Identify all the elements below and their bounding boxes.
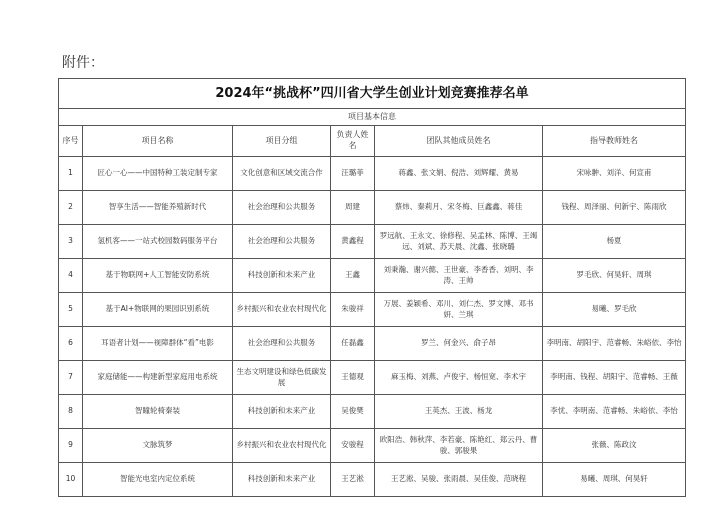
cell-leader: 王艺淞 <box>331 463 375 497</box>
cell-group: 科技创新和未来产业 <box>233 395 331 429</box>
cell-advisors: 易曦、罗毛欣 <box>543 293 686 327</box>
cell-members: 蒋鑫、张文娟、倪浩、刘辉耀、黄易 <box>375 157 543 191</box>
cell-leader: 周建 <box>331 191 375 225</box>
cell-group: 科技创新和未来产业 <box>233 463 331 497</box>
cell-group: 社会治理和公共服务 <box>233 327 331 361</box>
cell-project-name: 家庭储能——构建新型家庭用电系统 <box>83 361 233 395</box>
cell-project-name: 智能光电室内定位系统 <box>83 463 233 497</box>
header-group: 项目分组 <box>233 126 331 157</box>
cell-leader: 吴俊樊 <box>331 395 375 429</box>
cell-project-name: 智享生活——智能养殖新时代 <box>83 191 233 225</box>
cell-group: 文化创意和区域交流合作 <box>233 157 331 191</box>
cell-advisors: 李明南、钱程、胡阳宇、范睿畅、王薇 <box>543 361 686 395</box>
cell-no: 7 <box>59 361 83 395</box>
header-row <box>59 126 686 157</box>
header-no: 序号 <box>59 126 83 157</box>
recommendation-table <box>58 78 686 497</box>
cell-group: 乡村振兴和农业农村现代化 <box>233 429 331 463</box>
cell-project-name: 氢机客——一站式校园数码服务平台 <box>83 225 233 259</box>
header-leader: 负责人姓名 <box>331 126 375 157</box>
cell-members: 刘秉瀚、谢兴懿、王世豪、李香香、刘明、李涛、王帅 <box>375 259 543 293</box>
cell-leader: 王德观 <box>331 361 375 395</box>
cell-no: 8 <box>59 395 83 429</box>
cell-advisors: 宋咏翀、刘洋、何宣甫 <box>543 157 686 191</box>
cell-project-name: 耳语者计划——视障群体“看”电影 <box>83 327 233 361</box>
cell-project-name: 匠心一心——中国特种工装定制专家 <box>83 157 233 191</box>
cell-leader: 汪璐菲 <box>331 157 375 191</box>
header-project-name: 项目名称 <box>83 126 233 157</box>
table-row <box>59 429 686 463</box>
cell-advisors: 易曦、周琪、何昊轩 <box>543 463 686 497</box>
cell-no: 2 <box>59 191 83 225</box>
header-advisors: 指导教师姓名 <box>543 126 686 157</box>
header-members: 团队其他成员姓名 <box>375 126 543 157</box>
section-label: 项目基本信息 <box>59 109 686 126</box>
cell-leader: 朱骏祥 <box>331 293 375 327</box>
cell-advisors: 张薇、陈政汶 <box>543 429 686 463</box>
cell-group: 生态文明建设和绿色低碳发展 <box>233 361 331 395</box>
table-title: 2024年“挑战杯”四川省大学生创业计划竞赛推荐名单 <box>59 79 686 109</box>
cell-group: 社会治理和公共服务 <box>233 191 331 225</box>
cell-members: 欧阳浩、韩秋萍、李若豪、陈艳红、郑云丹、曹骏、郭骏果 <box>375 429 543 463</box>
table-row <box>59 327 686 361</box>
cell-advisors: 杨夏 <box>543 225 686 259</box>
cell-project-name: 智瞳轮椅秦装 <box>83 395 233 429</box>
cell-advisors: 李明南、胡阳宇、范睿畅、朱峪依、李怡 <box>543 327 686 361</box>
table-row <box>59 191 686 225</box>
table-row <box>59 225 686 259</box>
cell-project-name: 基于物联网+人工智能安防系统 <box>83 259 233 293</box>
table-row <box>59 259 686 293</box>
cell-no: 1 <box>59 157 83 191</box>
cell-leader: 任磊鑫 <box>331 327 375 361</box>
cell-advisors: 钱程、周泽丽、何新宇、陈雨欣 <box>543 191 686 225</box>
table-row <box>59 157 686 191</box>
cell-no: 9 <box>59 429 83 463</box>
cell-project-name: 基于AI+物联网的果园识别系统 <box>83 293 233 327</box>
cell-no: 3 <box>59 225 83 259</box>
cell-no: 10 <box>59 463 83 497</box>
cell-members: 万展、姜颖希、邓川、刘仁杰、罗文博、邓书妍、兰琪 <box>375 293 543 327</box>
cell-advisors: 罗毛欣、何昊轩、周琪 <box>543 259 686 293</box>
cell-members: 王艺淞、吴骏、张雨晨、吴佳俊、范晓程 <box>375 463 543 497</box>
cell-members: 罗远航、王永文、徐修程、吴孟林、陈博、王竭远、刘斌、苏天晨、沈鑫、张晓璐 <box>375 225 543 259</box>
table-row <box>59 395 686 429</box>
cell-project-name: 文脉筑梦 <box>83 429 233 463</box>
cell-members: 王英杰、王波、杨龙 <box>375 395 543 429</box>
table-row <box>59 361 686 395</box>
attachment-label: 附件： <box>62 55 104 71</box>
table-row <box>59 293 686 327</box>
cell-leader: 黄鑫程 <box>331 225 375 259</box>
cell-no: 4 <box>59 259 83 293</box>
cell-members: 罗兰、何金兴、俞子昂 <box>375 327 543 361</box>
cell-no: 6 <box>59 327 83 361</box>
cell-no: 5 <box>59 293 83 327</box>
cell-group: 社会治理和公共服务 <box>233 225 331 259</box>
table-row <box>59 463 686 497</box>
cell-group: 科技创新和未来产业 <box>233 259 331 293</box>
cell-members: 蔡炜、秦莉月、宋冬梅、巨鑫鑫、蒋佳 <box>375 191 543 225</box>
cell-leader: 安骏程 <box>331 429 375 463</box>
cell-leader: 王鑫 <box>331 259 375 293</box>
cell-group: 乡村振兴和农业农村现代化 <box>233 293 331 327</box>
cell-advisors: 李忧、李明南、范睿畅、朱峪依、李怡 <box>543 395 686 429</box>
cell-members: 麻玉梅、刘燕、卢俊宇、杨恒宽、李术宇 <box>375 361 543 395</box>
